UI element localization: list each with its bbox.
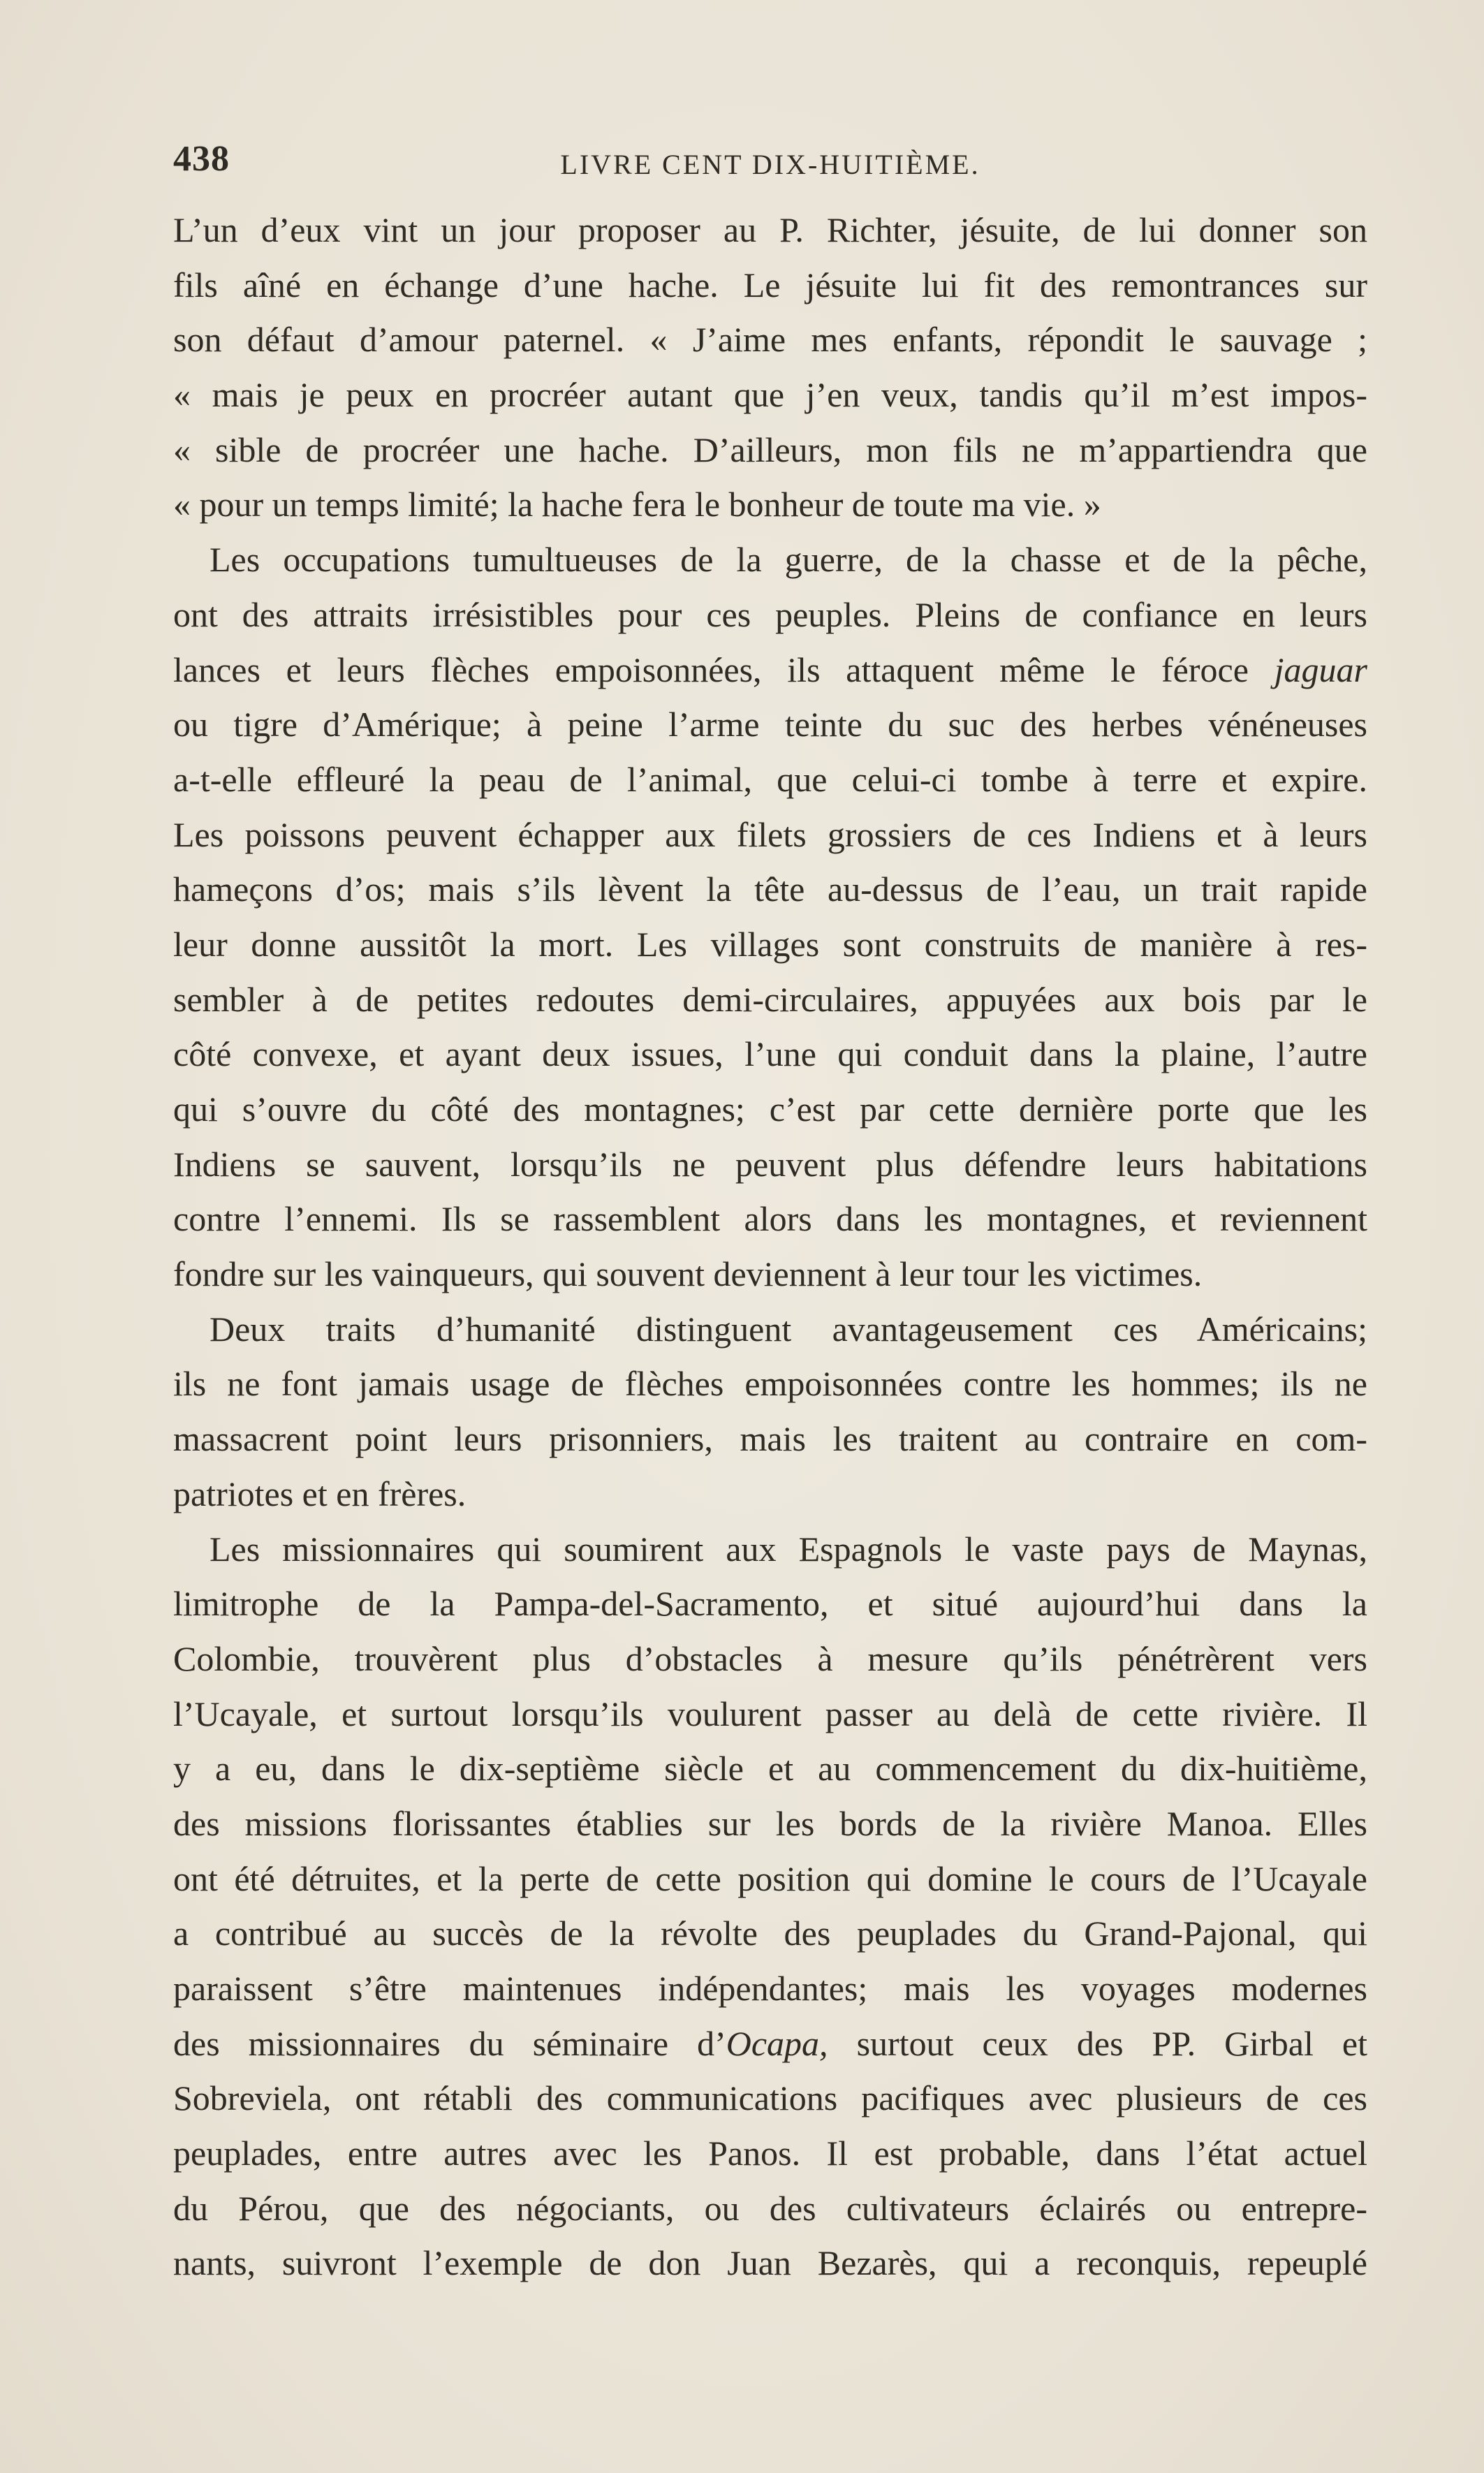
text-line: des missions florissantes établies sur les bords de la rivière Manoa. Elles (173, 1803, 1367, 1843)
text-line: « sible de procréer une hache. D’ailleurs, mon fils ne m’appartiendra que (173, 430, 1367, 469)
text-segment: lances et leurs flèches empoisonnées, ils attaquent même le féroce (173, 650, 1274, 689)
text-line: a-t-elle effleuré la peau de l’animal, que celui-ci tombe à terre et expire. (173, 759, 1367, 799)
text-line: peuplades, entre autres avec les Panos. Il est probable, dans l’état actuel (173, 2134, 1367, 2173)
running-head: LIVRE CENT DIX-HUITIÈME. (560, 149, 980, 180)
text-line: ou tigre d’Amérique; à peine l’arme teinte du suc des herbes vénéneuses (173, 705, 1367, 744)
text-line: Les poissons peuvent échapper aux filets grossiers de ces Indiens et à leurs (173, 814, 1367, 854)
text-line: paraissent s’être maintenues indépendantes; mais les voyages modernes (173, 1969, 1367, 2008)
text-line (173, 2016, 1367, 2071)
text-line: Les occupations tumultueuses de la guerre, de la chasse et de la pêche, (210, 540, 1367, 580)
text-line: Les missionnaires qui soumirent aux Espagnols le vaste pays de Maynas, (210, 1529, 1367, 1569)
body-text (173, 203, 1367, 2291)
text-line: a contribué au succès de la révolte des peuplades du Grand-Pajonal, qui (173, 1914, 1367, 1953)
text-line: limitrophe de la Pampa-del-Sacramento, et situé aujourd’hui dans la (173, 1584, 1367, 1624)
text-line: patriotes et en frères. (173, 1474, 466, 1513)
text-line: Colombie, trouvèrent plus d’obstacles à mesure qu’ils pénétrèrent vers (173, 1638, 1367, 1678)
text-line: ont des attraits irrésistibles pour ces peuples. Pleins de confiance en leurs (173, 594, 1367, 634)
text-line: l’Ucayale, et surtout lorsqu’ils voulurent passer au delà de cette rivière. Il (173, 1694, 1367, 1733)
text-line: ont été détruites, et la perte de cette position qui domine le cours de l’Ucayale (173, 1858, 1367, 1898)
text-line: leur donne aussitôt la mort. Les villages sont construits de manière à res- (173, 924, 1367, 964)
text-line: ils ne font jamais usage de flèches empoisonnées contre les hommes; ils ne (173, 1364, 1367, 1404)
italic-term: Ocapa, (726, 2023, 828, 2063)
italic-term: jaguar (1274, 650, 1367, 689)
text-line: « mais je peux en procréer autant que j’en veux, tandis qu’il m’est impos- (173, 375, 1367, 415)
text-line: côté convexe, et ayant deux issues, l’une qui conduit dans la plaine, l’autre (173, 1034, 1367, 1074)
text-line: Deux traits d’humanité distinguent avantageusement ces Américains; (210, 1309, 1367, 1349)
text-line: massacrent point leurs prisonniers, mais les traitent au contraire en com- (173, 1419, 1367, 1459)
text-line: fondre sur les vainqueurs, qui souvent deviennent à leur tour les victimes. (173, 1254, 1203, 1294)
text-line: hameçons d’os; mais s’ils lèvent la tête au-dessus de l’eau, un trait rapide (173, 869, 1367, 909)
text-line: Indiens se sauvent, lorsqu’ils ne peuvent plus défendre leurs habitations (173, 1144, 1367, 1184)
text-line: Sobreviela, ont rétabli des communications pacifiques avec plusieurs de ces (173, 2078, 1367, 2118)
text-line: qui s’ouvre du côté des montagnes; c’est par cette dernière porte que les (173, 1089, 1367, 1129)
text-line: son défaut d’amour paternel. « J’aime mes enfants, répondit le sauvage ; (173, 320, 1367, 360)
text-line: sembler à de petites redoutes demi-circulaires, appuyées aux bois par le (173, 979, 1367, 1019)
text-line: y a eu, dans le dix-septième siècle et au commencement du dix-huitième, (173, 1749, 1367, 1789)
text-line: « pour un temps limité; la hache fera le bonheur de toute ma vie. » (173, 485, 1101, 524)
text-line: du Pérou, que des négociants, ou des cultivateurs éclairés ou entrepre- (173, 2188, 1367, 2228)
text-line (173, 643, 1367, 698)
text-line: fils aîné en échange d’une hache. Le jésuite lui fit des remontrances sur (173, 265, 1367, 304)
text-line: nants, suivront l’exemple de don Juan Bezarès, qui a reconquis, repeuplé (173, 2243, 1367, 2283)
text-segment: des missionnaires du séminaire d’ (173, 2023, 726, 2063)
page-number: 438 (173, 139, 230, 179)
text-line: L’un d’eux vint un jour proposer au P. Richter, jésuite, de lui donner son (173, 210, 1367, 249)
page-header (173, 138, 1367, 180)
text-segment: surtout ceux des PP. Girbal et (828, 2023, 1367, 2063)
text-line: contre l’ennemi. Ils se rassemblent alors dans les montagnes, et reviennent (173, 1199, 1367, 1239)
